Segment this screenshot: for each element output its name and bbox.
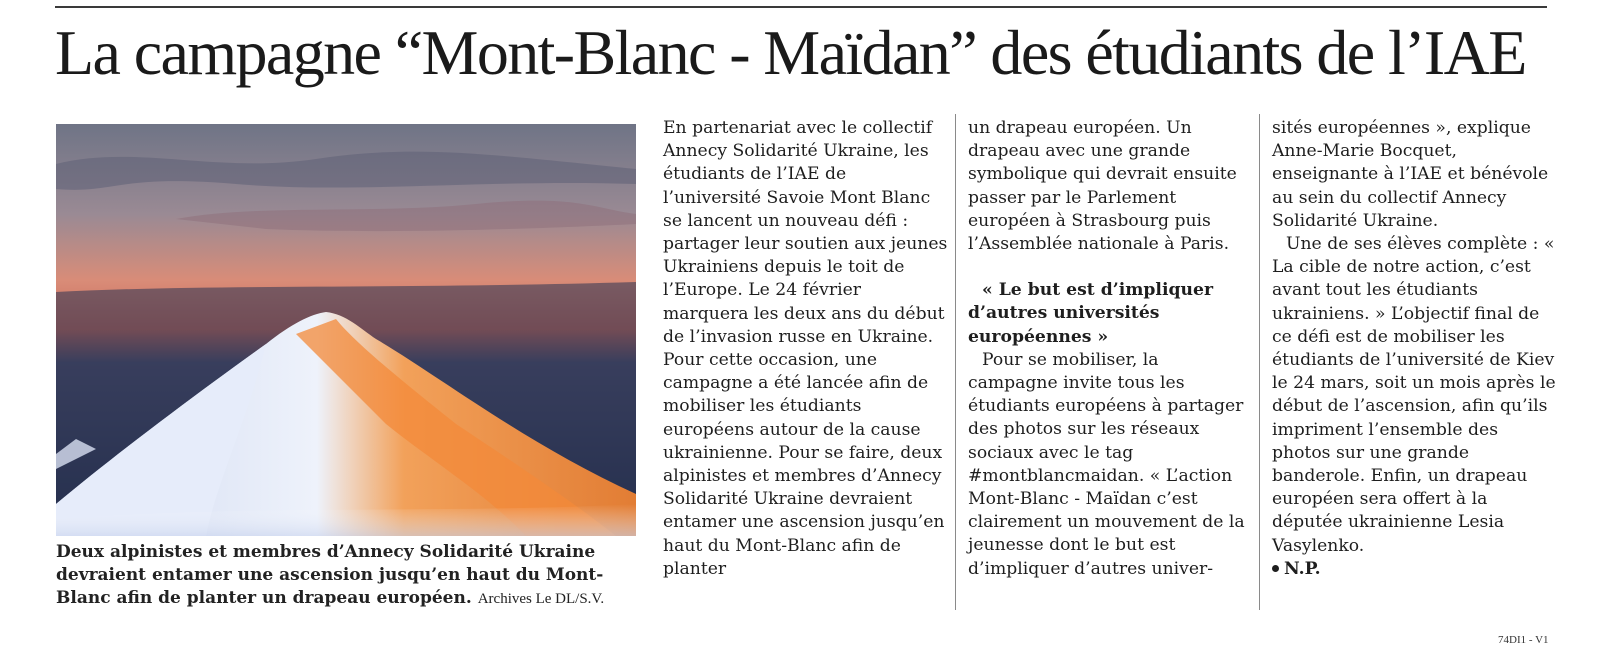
paragraph-mobilisation: Pour se mobiliser, la campagne invite tous les étudiants européens à partager des photos sur les réseaux sociaux avec le tag #montblancmaidan. « L’action Mont-Blanc - Maïdan c’est clairement un mouvement de la jeunesse dont le but est d’impliquer d’autres univer- [968, 349, 1245, 579]
paragraph-quote: sités européennes », explique Anne-Marie Bocquet, enseignante à l’IAE et bénévole au sein du collectif Annecy Solidarité Ukraine. [1272, 118, 1549, 231]
mountain-photo [56, 124, 636, 536]
author-signature [1272, 558, 1557, 581]
paragraph-intro: En partenariat avec le collectif Annecy Solidarité Ukraine, les étudiants de l’IAE de l’université Savoie Mont Blanc se lancent un nouveau défi : partager leur soutien aux jeunes Ukrainiens depuis le toit de l’Europe. Le 24 février marquera les deux ans du début de l’invasion russe en Ukraine. Pour cette occasion, une campagne a été lancée afin de mobiliser les étudiants européens autour de la cause ukrainienne. Pour se faire, deux alpinistes et membres d’Annecy Solidarité Ukraine devraient entamer une ascension jusqu’en haut du Mont-Blanc afin de planter [663, 118, 948, 579]
article-column-3 [1272, 117, 1557, 581]
column-divider [1259, 114, 1260, 610]
article-column-1 [663, 117, 948, 581]
bullet-icon [1272, 565, 1279, 572]
headline: La campagne “Mont-Blanc - Maïdan” des étudiants de l’IAE [55, 17, 1526, 88]
paragraph-drapeau: un drapeau européen. Un drapeau avec une grande symbolique qui devrait ensuite passer par le Parlement européen à Strasbourg puis l’Assemblée nationale à Paris. [968, 118, 1237, 255]
top-rule [55, 6, 1547, 8]
article-photo [56, 124, 636, 536]
column-divider [955, 114, 956, 610]
subheading: « Le but est d’impliquer d’autres universités européennes » [968, 280, 1213, 347]
photo-caption [56, 541, 646, 611]
article-column-2 [968, 117, 1253, 581]
paragraph-objectif: Une de ses élèves complète : « La cible de notre action, c’est avant tout les étudiants ukrainiens. » L’objectif final de ce défi est de mobiliser les étudiants de l’université de Kiev le 24 mars, soit un mois après le début de l’ascension, afin qu’ils impriment l’ensemble des photos sur une grande banderole. Enfin, un drapeau européen sera offert à la députée ukrainienne Lesia Vasylenko. [1272, 234, 1556, 556]
author-initials: N.P. [1284, 558, 1321, 579]
page-reference: 74DI1 - V1 [1498, 634, 1549, 646]
photo-credit: Archives Le DL/S.V. [477, 591, 605, 607]
caption-text: Deux alpinistes et membres d’Annecy Solidarité Ukraine devraient entamer une ascension jusqu’en haut du Mont-Blanc afin de planter un drapeau européen. [56, 542, 604, 608]
